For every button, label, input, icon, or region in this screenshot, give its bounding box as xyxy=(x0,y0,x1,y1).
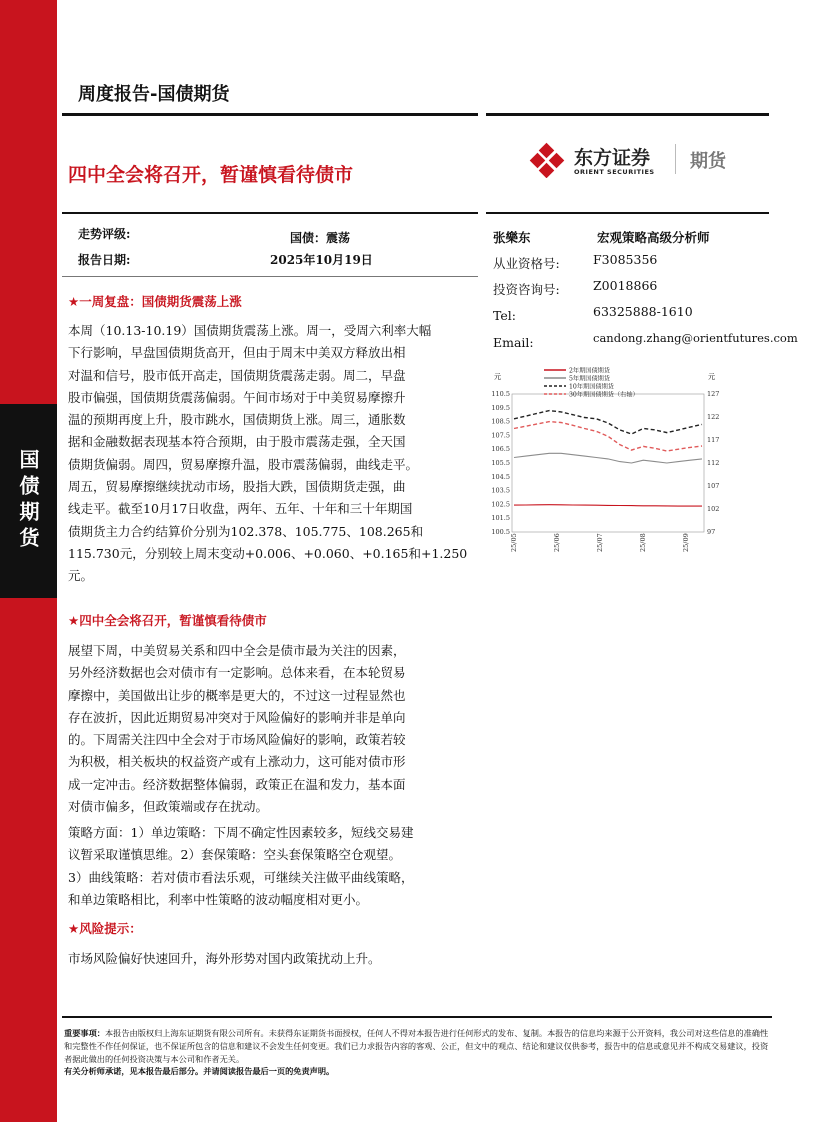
footer-rule xyxy=(62,1016,772,1018)
section1-line: 据和金融数据表现基本符合预期，由于股市震荡走强，全天国 xyxy=(68,434,406,450)
section2-line: 策略方面：1）单边策略：下周不确定性因素较多，短线交易建 xyxy=(68,825,414,840)
logo-text-en: ORIENT SECURITIES xyxy=(574,168,655,176)
date-label: 报告日期: xyxy=(78,253,131,267)
legend-entry: 2年期国债期货 xyxy=(569,367,611,375)
disclaimer xyxy=(64,1027,774,1066)
side-tab-label: 国债期货 xyxy=(16,449,40,553)
section1-line: 债期货偏弱。周四，贸易摩擦升温，股市震荡偏弱，曲线走平。 xyxy=(68,456,419,472)
meta-top-rule xyxy=(62,212,478,214)
analyst-consult-value: Z0018866 xyxy=(593,278,658,293)
legend-entry: 10年期国债期货 xyxy=(569,383,614,391)
x-tick-label: 25/05 xyxy=(510,533,518,552)
y-left-unit: 元 xyxy=(494,373,501,381)
analyst-role: 宏观策略高级分析师 xyxy=(597,230,710,245)
x-tick-label: 25/06 xyxy=(553,533,561,552)
disclaimer-bottom: 有关分析师承诺，见本报告最后部分。并请阅读报告最后一页的免责声明。 xyxy=(64,1066,335,1076)
y-left-tick-label: 103.5 xyxy=(491,486,510,495)
section3-heading: ★风险提示： xyxy=(68,921,142,936)
section2-line: 另外经济数据也会对债市有一定影响。总体来看，在本轮贸易 xyxy=(68,665,406,681)
x-tick-label: 25/09 xyxy=(682,533,690,552)
y-right-tick-label: 117 xyxy=(707,436,720,444)
y-left-tick-label: 101.5 xyxy=(491,514,510,523)
section2-line: 3）曲线策略：若对债市看法乐观，可继续关注做平曲线策略， xyxy=(68,869,414,885)
y-right-tick-label: 127 xyxy=(707,390,720,398)
date-value: 2025年10月19日 xyxy=(270,253,373,267)
header-rule-right xyxy=(486,113,769,116)
section2-line: 对债市偏多，但政策端或存在扰动。 xyxy=(68,799,269,815)
trend-label: 走势评级: xyxy=(78,227,131,241)
section1-line: 线走平。截至10月17日收盘，两年、五年、十年和三十年期国 xyxy=(68,501,413,517)
analyst-name: 张樂东 xyxy=(493,230,531,245)
y-left-tick-label: 109.5 xyxy=(491,403,510,412)
meta-bottom-rule xyxy=(62,276,478,277)
section2-para2 xyxy=(68,822,476,911)
analyst-email-value[interactable]: candong.zhang@orientfutures.com xyxy=(593,331,798,345)
side-category-tab xyxy=(0,404,57,598)
y-right-tick-label: 97 xyxy=(707,528,716,536)
y-right-tick-label: 112 xyxy=(707,459,720,467)
y-left-tick-label: 104.5 xyxy=(491,472,510,481)
section1-line: 元。 xyxy=(68,568,94,584)
section2-line: 展望下周，中美贸易关系和四中全会是债市最为关注的因素， xyxy=(68,643,406,658)
section1-line: 对温和信号，股市低开高走，国债期货震荡走弱。周二，早盘 xyxy=(68,367,406,383)
section1-line: 债期货主力合约结算价分别为102.378、105.775、108.265和 xyxy=(68,523,424,539)
section2-line: 的。下周需关注四中全会对于市场风险偏好的影响，政策若较 xyxy=(68,732,406,748)
section2-line: 议暂采取谨慎思维。2）套保策略：空头套保策略空仓观望。 xyxy=(68,847,401,863)
header-rule xyxy=(62,113,478,116)
logo-unit: 期货 xyxy=(690,151,726,172)
legend-entry: 30年期国债期货（右轴） xyxy=(569,391,639,399)
analyst-tel-value: 63325888-1610 xyxy=(593,304,693,319)
plot-frame xyxy=(512,394,704,532)
logo-divider xyxy=(675,144,676,174)
section2-para1 xyxy=(68,640,476,818)
y-right-tick-label: 102 xyxy=(707,505,720,513)
section2-line: 成一定冲击。经济数据整体偏弱，政策正在温和发力，基本面 xyxy=(68,776,406,792)
analyst-tel-label: Tel: xyxy=(493,308,516,323)
analyst-license-label: 从业资格号: xyxy=(493,256,560,271)
x-tick-label: 25/07 xyxy=(596,533,604,552)
y-left-tick-label: 102.5 xyxy=(491,500,510,509)
y-left-tick-label: 108.5 xyxy=(491,417,510,426)
section1-line: 周五，贸易摩擦继续扰动市场，股指大跌，国债期货走强，曲 xyxy=(68,479,406,495)
analyst-license-value: F3085356 xyxy=(593,252,658,267)
trend-value: 国债：震荡 xyxy=(290,231,351,245)
y-right-tick-label: 122 xyxy=(707,413,720,421)
report-title: 四中全会将召开，暂谨慎看待债市 xyxy=(68,164,354,186)
section1-line: 本周（10.13-10.19）国债期货震荡上涨。周一，受周六利率大幅 xyxy=(68,323,432,338)
logo-text-cn: 东方证券 xyxy=(574,147,651,169)
section2-line: 存在波折，因此近期贸易冲突对于风险偏好的影响并非是单向 xyxy=(68,709,406,725)
section2-heading: ★四中全会将召开，暂谨慎看待债市 xyxy=(68,613,267,628)
analyst-consult-label: 投资咨询号: xyxy=(493,282,560,297)
series-line xyxy=(514,453,702,463)
y-left-tick-label: 100.5 xyxy=(491,528,510,536)
section1-line: 115.730元，分别较上周末变动+0.006、+0.060、+0.165和+1.250 xyxy=(68,545,468,561)
section1-line: 温的预期再度上升，股市跳水，国债期货上涨。周三，通胀数 xyxy=(68,412,406,428)
series-line xyxy=(514,422,702,451)
section3-body: 市场风险偏好快速回升，海外形势对国内政策扰动上升。 xyxy=(68,951,381,966)
y-right-tick-label: 107 xyxy=(707,482,720,490)
section1-line: 下行影响，早盘国债期货高开，但由于周末中美双方释放出相 xyxy=(68,345,406,361)
disclaimer-text: 本报告由版权归上海东证期货有限公司所有。未获得东证期货书面授权，任何人不得对本报告进行任何形式的发布、复制。本报告的信息均来源于公开资料，我公司对这些信息的准确性和完整性不作任何保证，也不保证所包含的信息和建议不会发生任何变更。我们已力求报告内容的客观、公正，但文中的观点、结论和建议仅供参考，报告中的信息或意见并不构成交易建议，投资者据此做出的任何投资决策与本公司和作者无关。 xyxy=(64,1028,769,1064)
section2-line: 摩擦中，美国做出让步的概率是更大的，不过这一过程显然也 xyxy=(68,687,406,703)
report-type: 周度报告-国债期货 xyxy=(78,84,230,105)
series-line xyxy=(514,505,702,506)
analyst-email-label: Email: xyxy=(493,335,534,350)
y-right-unit: 元 xyxy=(708,373,715,381)
section2-line: 为积极，相关板块的权益资产或有上涨动力，这可能对债市形 xyxy=(68,754,406,770)
section1-body xyxy=(68,320,476,588)
y-left-tick-label: 107.5 xyxy=(491,431,510,440)
y-left-tick-label: 110.5 xyxy=(491,390,510,398)
y-left-tick-label: 106.5 xyxy=(491,445,510,454)
section1-line: 股市偏强，国债期货震荡偏弱。午间市场对于中美贸易摩擦升 xyxy=(68,389,406,405)
section2-line: 和单边策略相比，利率中性策略的波动幅度相对更小。 xyxy=(68,891,369,907)
disclaimer-label: 重要事项： xyxy=(64,1028,105,1038)
legend-entry: 5年期国债期货 xyxy=(569,375,611,383)
x-tick-label: 25/08 xyxy=(639,533,647,552)
analyst-top-rule xyxy=(486,212,769,214)
y-left-tick-label: 105.5 xyxy=(491,459,510,467)
bond-futures-chart xyxy=(486,364,730,576)
section1-heading: ★一周复盘：国债期货震荡上涨 xyxy=(68,294,242,309)
